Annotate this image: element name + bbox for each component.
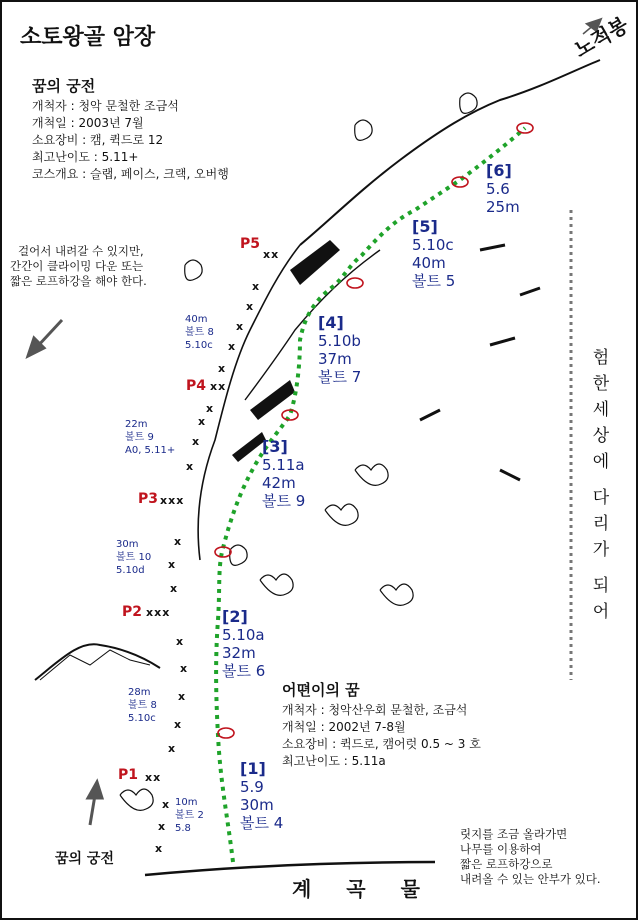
pitch-grade: 5.9 [240,778,264,796]
segment-length: 30m [116,539,139,550]
belay-marks: xx [263,248,280,261]
segment-length: 10m [175,797,198,808]
crack-3 [490,338,515,345]
pitch-length: 30m [240,796,274,814]
pitch-length: 37m [318,350,352,368]
belay-label: P3 [138,491,159,507]
side-char: 되 [592,576,610,596]
descent-note-line: 짧은 로프하강을 해야 한다. [10,274,147,288]
segment-bolts: 볼트 10 [116,552,152,563]
svg-text:x: x [228,340,236,353]
svg-text:x: x [246,300,254,313]
descent-note-line: 간간이 클라이밍 다운 또는 [10,259,144,273]
svg-text:x: x [186,460,194,473]
route-a-info [32,78,229,183]
route-a-line: 개척자 : 청악 문철한 조금석 [32,99,179,113]
bottom-note-line: 릿지를 조금 올라가면 [460,827,568,841]
bottom-route-label: 꿈의 궁전 [55,851,114,867]
crack-1 [480,245,505,250]
descent-note-line: 걸어서 내려갈 수 있지만, [18,244,144,258]
route-b-line: 개척자 : 청악산우회 문철한, 조금석 [282,703,468,717]
belay-marks: xxx [160,494,185,507]
segment-grade: 5.10d [116,565,145,576]
pitch-bolts: 볼트 5 [412,272,456,290]
pitch-1 [240,760,283,832]
svg-text:x: x [206,402,214,415]
route-a-line: 최고난이도 : 5.11+ [32,150,139,164]
segment-length: 40m [185,314,208,325]
belay-marks: xx [210,380,227,393]
pitch-length: 40m [412,254,446,272]
segment-grade: A0, 5.11+ [125,445,176,456]
pitch-grade: 5.10c [412,236,454,254]
pitch-number: [4] [318,313,344,332]
side-char: 어 [592,602,610,622]
side-text [591,345,611,625]
pitch-4 [318,314,361,386]
side-char: 리 [592,514,610,534]
pitch-number: [2] [222,607,248,626]
pitch-grade: 5.6 [486,180,510,198]
crack-2 [520,288,540,295]
svg-text:x: x [158,820,166,833]
segment-grade: 5.10c [128,713,156,724]
side-char: 한 [592,374,610,394]
pitch-bolts: 볼트 7 [318,368,362,386]
pitch-number: [6] [486,161,512,180]
side-char: 세 [592,400,610,420]
hill [35,644,160,680]
peak-label: 노적봉 [570,12,633,63]
side-char: 상 [592,426,610,446]
overhang-1 [290,240,340,285]
route-a-line: 소요장비 : 캠, 퀵드로 12 [32,133,164,147]
svg-text:x: x [180,662,188,675]
side-char: 험 [592,348,610,368]
pitch-grade: 5.11a [262,456,305,474]
svg-text:x: x [218,362,226,375]
svg-text:x: x [170,582,178,595]
pitch-bolts: 볼트 6 [222,662,266,680]
svg-text:x: x [168,742,176,755]
segment-bolts: 볼트 9 [125,432,154,443]
bottom-note-line: 내려올 수 있는 안부가 있다. [460,872,601,886]
svg-text:x: x [162,798,170,811]
belay-label: P4 [186,378,207,394]
pitch-grade: 5.10b [318,332,361,350]
left-segment-4 [125,418,175,457]
svg-text:x: x [174,535,182,548]
pitch-bolts: 볼트 4 [240,814,284,832]
page-title: 소토왕골 암장 [20,25,156,50]
segment-bolts: 볼트 8 [128,700,157,711]
pitch-length: 32m [222,644,256,662]
crack-4 [420,410,440,420]
side-char: 다 [592,488,610,508]
belay-label: P5 [240,236,261,252]
svg-text:x: x [198,415,206,428]
svg-text:x: x [236,320,244,333]
side-char: 에 [592,452,610,472]
belay-label: P1 [118,767,139,783]
rock-edge [198,245,300,560]
pitch-number: [5] [412,217,438,236]
descent-note [10,244,147,289]
crack-5 [500,470,520,480]
bottom-note-line: 짧은 로프하강으로 [460,857,553,871]
route-b-line: 소요장비 : 퀵드로, 캠어럿 0.5 ~ 3 호 [282,737,481,751]
route-a-name: 꿈의 궁전 [32,77,96,95]
left-segment-2 [128,686,157,725]
svg-text:x: x [174,718,182,731]
pitch-number: [3] [262,437,288,456]
overhang-2 [250,380,295,420]
svg-text:x: x [178,690,186,703]
segment-length: 22m [125,419,148,430]
route-b-info [282,682,481,770]
bottom-note-line: 나무를 이용하여 [460,842,542,856]
segment-length: 28m [128,687,151,698]
left-segment-3 [116,538,151,577]
segment-grade: 5.8 [175,823,191,834]
svg-text:x: x [252,280,260,293]
left-segment-1 [175,796,204,835]
pitch-number: [1] [240,759,266,778]
belay-marks: xx [145,771,162,784]
creek-label: 계 곡 물 [292,877,434,901]
segment-bolts: 볼트 2 [175,810,204,821]
route-a-line: 개척일 : 2003년 7월 [32,116,144,130]
side-char: 가 [592,540,610,560]
segment-grade: 5.10c [185,340,213,351]
overhang-3 [232,432,266,462]
belay-label: P2 [122,604,143,620]
svg-text:x: x [155,842,163,855]
belay-marks: xxx [146,606,171,619]
svg-text:x: x [176,635,184,648]
route-b-name: 어뗜이의 꿈 [282,681,360,699]
pitch-6 [486,162,520,216]
pitch-3 [262,438,305,510]
pitch-grade: 5.10a [222,626,265,644]
route-b-line: 개척일 : 2002년 7-8월 [282,720,406,734]
bottom-note [460,827,600,887]
svg-text:x: x [192,435,200,448]
pitch-bolts: 볼트 9 [262,492,306,510]
svg-text:x: x [168,558,176,571]
segment-bolts: 볼트 8 [185,327,214,338]
left-segment-5 [185,313,214,352]
pitch-length: 25m [486,198,520,216]
pitch-2 [222,608,265,680]
route-b-line: 최고난이도 : 5.11a [282,754,386,768]
pitch-length: 42m [262,474,296,492]
pitch-5 [412,218,455,290]
route-a-line: 코스개요 : 슬랩, 페이스, 크랙, 오버행 [32,167,229,181]
